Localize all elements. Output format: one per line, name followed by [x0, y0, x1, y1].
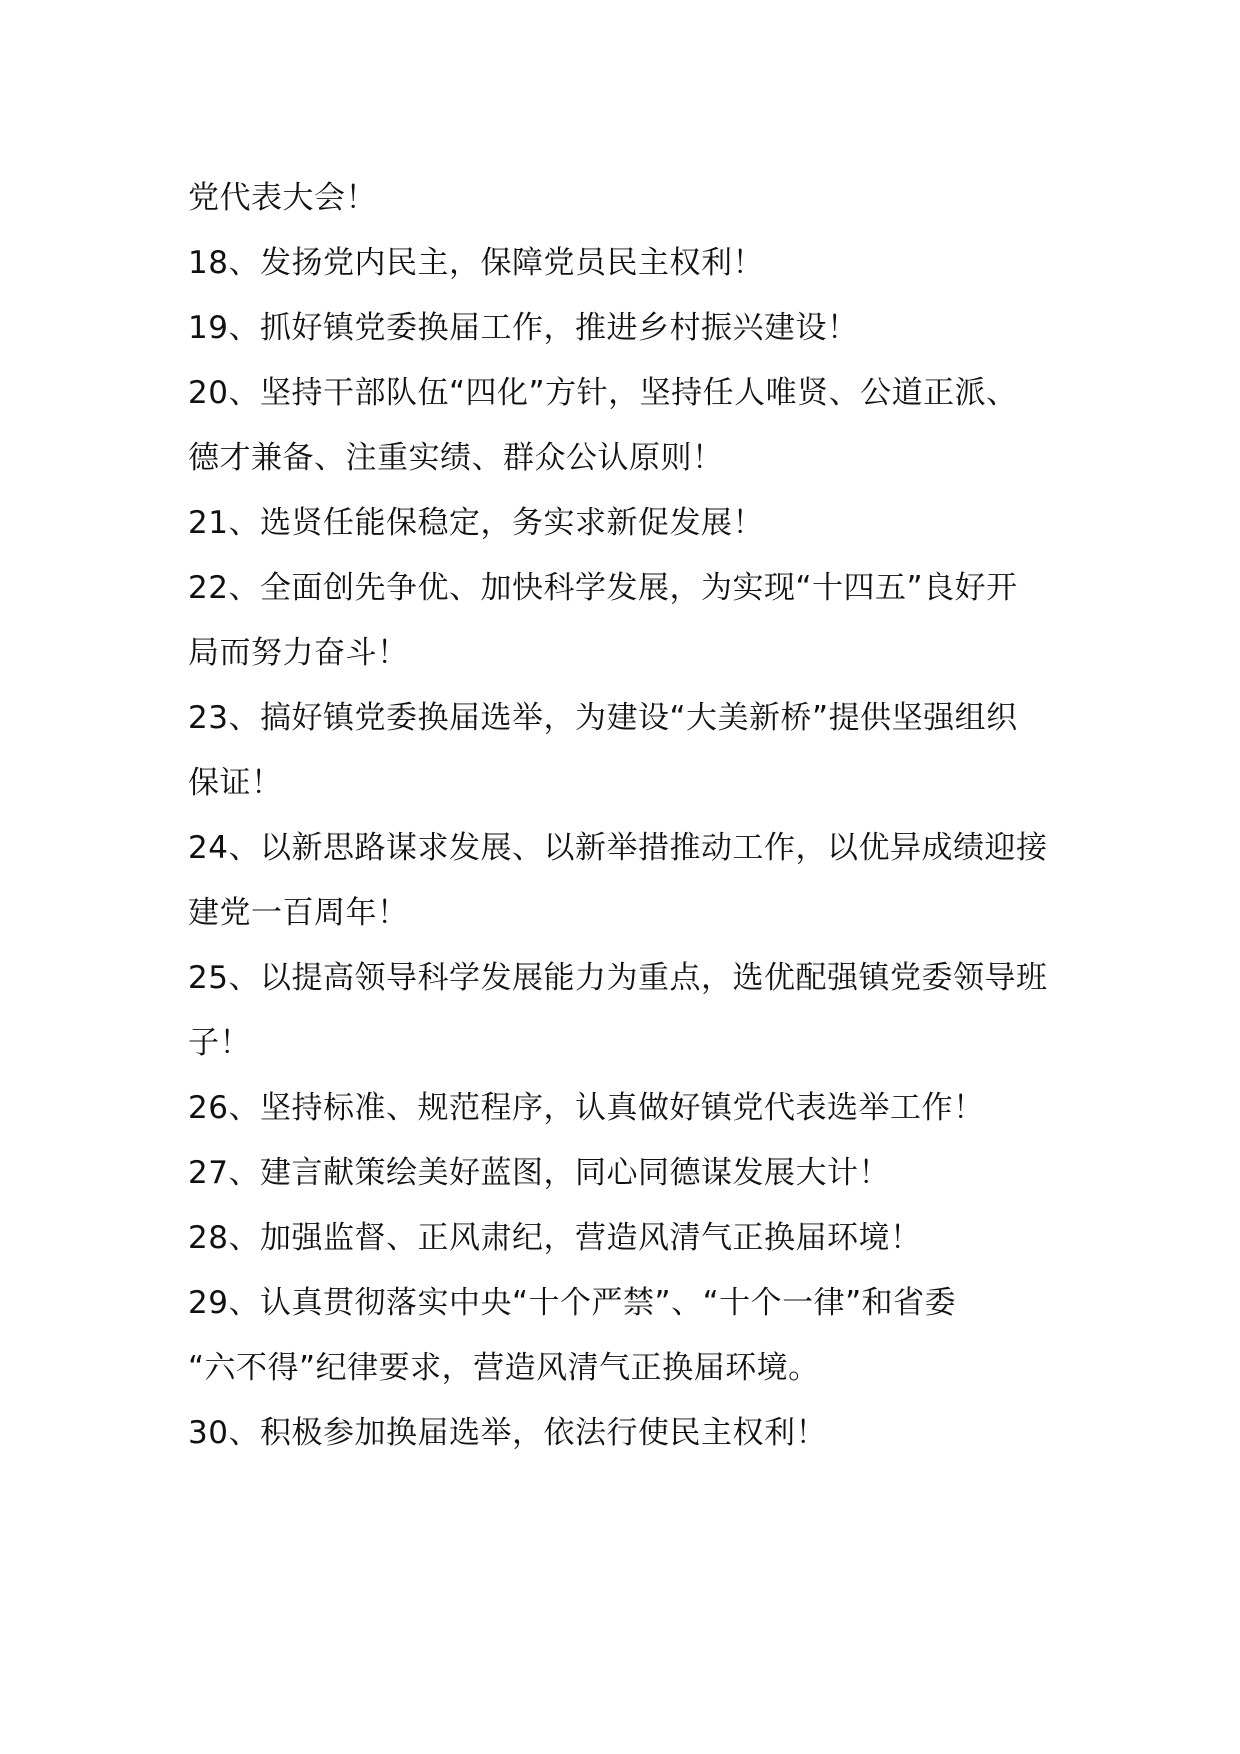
text-line: 建党一百周年！	[188, 895, 409, 931]
text-line: 27、建言献策绘美好蓝图，同心同德谋发展大计！	[188, 1155, 890, 1191]
text-line: 19、抓好镇党委换届工作，推进乡村振兴建设！	[188, 310, 859, 346]
text-line: 24、以新思路谋求发展、以新举措推动工作，以优异成绩迎接	[188, 830, 1048, 866]
text-line: 20、坚持干部队伍“四化”方针，坚持任人唯贤、公道正派、	[188, 375, 1018, 411]
text-line: 德才兼备、注重实绩、群众公认原则！	[188, 440, 724, 476]
text-line: 保证！	[188, 765, 283, 801]
text-line: 29、认真贯彻落实中央“十个严禁”、“十个一律”和省委	[188, 1285, 957, 1321]
text-line: 25、以提高领导科学发展能力为重点，选优配强镇党委领导班	[188, 960, 1048, 996]
text-line: 23、搞好镇党委换届选举，为建设“大美新桥”提供坚强组织	[188, 700, 1018, 736]
text-line: 子！	[188, 1025, 251, 1061]
text-line: 局而努力奋斗！	[188, 635, 409, 671]
text-line: 28、加强监督、正风肃纪，营造风清气正换届环境！	[188, 1220, 922, 1256]
text-line: “六不得”纪律要求，营造风清气正换届环境。	[188, 1350, 820, 1386]
text-line: 30、积极参加换届选举，依法行使民主权利！	[188, 1415, 827, 1451]
text-line: 26、坚持标准、规范程序，认真做好镇党代表选举工作！	[188, 1090, 985, 1126]
text-line: 党代表大会！	[188, 180, 377, 216]
text-line: 21、选贤任能保稳定，务实求新促发展！	[188, 505, 764, 541]
text-line: 22、全面创先争优、加快科学发展，为实现“十四五”良好开	[188, 570, 1018, 606]
text-line: 18、发扬党内民主，保障党员民主权利！	[188, 245, 764, 281]
slogan-list	[188, 166, 1068, 1466]
